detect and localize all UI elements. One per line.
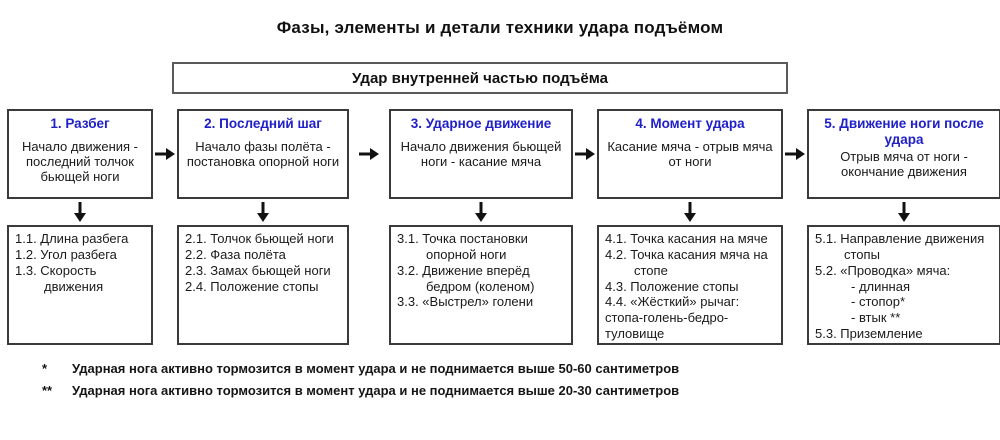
detail-item: 5.3. Приземление: [815, 326, 923, 342]
detail-subitem: - длинная: [851, 278, 911, 294]
detail-item: 1.1. Длина разбега: [15, 231, 129, 246]
details-box-3: [389, 225, 573, 345]
footnote-1: [42, 361, 1000, 376]
phase-box-2: [177, 109, 349, 199]
detail-item: 3.3. «Выстрел» голени: [397, 294, 534, 310]
phase-1-description: Начало движения - последний толчок бьющей ноги: [21, 138, 138, 185]
footnote-1-marker: *: [42, 361, 48, 376]
detail-item: 5.1. Направление движения стопы: [815, 231, 985, 262]
details-box-1: [7, 225, 153, 345]
top-technique-label: Удар внутренней частью подъёма: [352, 69, 608, 87]
down-arrow-icon: [73, 202, 87, 222]
down-arrow-icon: [256, 202, 270, 222]
arrow-phase-4-5: [783, 109, 807, 199]
arrow-phase-5-details: [807, 199, 1000, 225]
footnotes: [0, 361, 1000, 398]
phase-4-header: 4. Момент удара: [635, 116, 745, 131]
footnote-1-text: Ударная нога активно тормозится в момент удара и не поднимается выше 50-60 сантиметров: [72, 361, 680, 376]
detail-item: 3.1. Точка постановки опорной ноги: [397, 231, 528, 262]
detail-item-continuation: стопа-голень-бедро-туловище: [605, 310, 729, 342]
detail-item: 4.3. Положение стопы: [605, 278, 739, 294]
details-box-2: [177, 225, 349, 345]
detail-item: 4.2. Точка касания мяча на стопе: [605, 246, 768, 278]
phase-3-header: 3. Ударное движение: [410, 116, 552, 131]
phase-2-description: Начало фазы полёта - постановка опорной ноги: [186, 138, 340, 169]
arrow-phase-2-3: [349, 109, 389, 199]
phase-box-5: [807, 109, 1000, 199]
details-box-4: [597, 225, 783, 345]
right-arrow-icon: [575, 147, 595, 161]
detail-item: 2.4. Положение стопы: [185, 278, 319, 294]
detail-item: 2.3. Замах бьющей ноги: [185, 262, 331, 278]
detail-subitem: - втык **: [851, 310, 901, 326]
right-arrow-icon: [785, 147, 805, 161]
phase-5-header: 5. Движение ноги после удара: [824, 116, 984, 147]
phase-3-description: Начало движения бьющей ноги - касание мяча: [400, 138, 562, 169]
detail-item: 2.1. Толчок бьющей ноги: [185, 231, 334, 246]
footnote-2: [42, 383, 1000, 398]
down-arrow-icon: [474, 202, 488, 222]
phase-4-description: Касание мяча - отрыв мяча от ноги: [607, 138, 773, 169]
arrow-phase-1-2: [153, 109, 177, 199]
arrow-phase-3-4: [573, 109, 597, 199]
arrow-phase-1-details: [7, 199, 153, 225]
phases-diagram: [7, 109, 1000, 345]
footnote-2-marker: **: [42, 383, 53, 398]
phase-5-description: Отрыв мяча от ноги - окончание движения: [840, 149, 968, 180]
detail-item: 4.4. «Жёсткий» рычаг:: [605, 294, 740, 310]
top-technique-box: [172, 62, 788, 94]
right-arrow-icon: [155, 147, 175, 161]
details-box-5: [807, 225, 1000, 345]
detail-subitem: - стопор*: [851, 294, 906, 310]
phase-1-header: 1. Разбег: [50, 116, 110, 131]
footnote-2-text: Ударная нога активно тормозится в момент удара и не поднимается выше 20-30 сантиметров: [72, 383, 680, 398]
phase-2-header: 2. Последний шаг: [204, 116, 322, 131]
page-title: Фазы, элементы и детали техники удара подъёмом: [276, 18, 724, 37]
right-arrow-icon: [359, 147, 379, 161]
detail-item: 2.2. Фаза полёта: [185, 246, 286, 262]
phase-box-1: [7, 109, 153, 199]
arrow-phase-4-details: [597, 199, 783, 225]
phase-box-3: [389, 109, 573, 199]
arrow-phase-3-details: [389, 199, 573, 225]
arrow-phase-2-details: [177, 199, 349, 225]
detail-item: 1.3. Скорость движения: [15, 262, 104, 294]
detail-item: 3.2. Движение вперёд бедром (коленом): [397, 262, 535, 294]
down-arrow-icon: [897, 202, 911, 222]
phase-box-4: [597, 109, 783, 199]
detail-item: 1.2. Угол разбега: [15, 246, 117, 262]
detail-item: 4.1. Точка касания на мяче: [605, 231, 768, 246]
detail-item: 5.2. «Проводка» мяча:: [815, 262, 951, 278]
down-arrow-icon: [683, 202, 697, 222]
